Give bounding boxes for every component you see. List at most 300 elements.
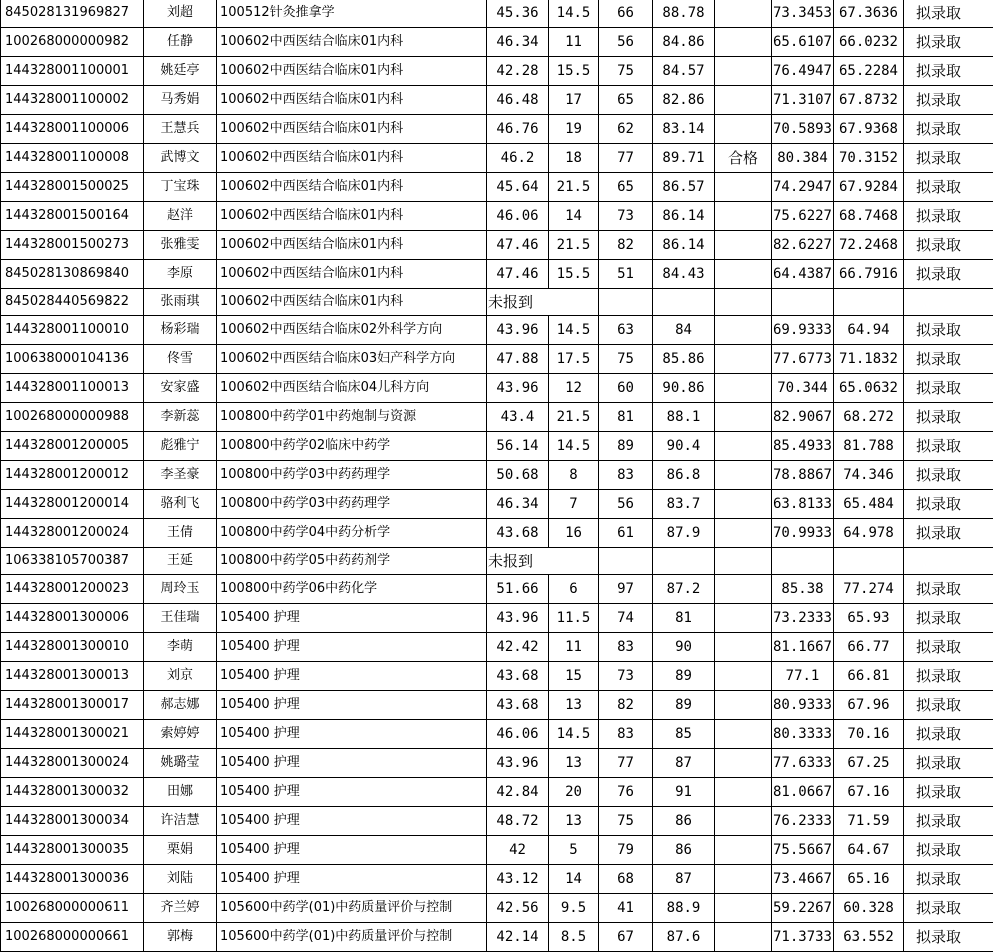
total-score-cell: 67.8732 (834, 86, 904, 115)
score-cell: 70.5893 (772, 115, 834, 144)
score-cell: 14.5 (549, 432, 599, 461)
score-cell: 83 (599, 633, 653, 662)
score-cell: 42 (487, 836, 549, 865)
candidate-name-cell: 安家盛 (144, 374, 217, 403)
score-cell: 75 (599, 807, 653, 836)
candidate-name-cell: 丁宝珠 (144, 173, 217, 202)
result-cell: 拟录取 (904, 86, 993, 115)
major-cell: 105400 护理 (217, 807, 487, 836)
status-cell (715, 575, 772, 604)
status-cell (715, 115, 772, 144)
score-cell: 84.57 (653, 57, 715, 86)
candidate-name-cell: 郭梅 (144, 923, 217, 952)
score-cell: 88.9 (653, 894, 715, 923)
candidate-id-cell: 100268000000988 (1, 403, 144, 432)
major-cell: 105400 护理 (217, 749, 487, 778)
status-cell (715, 662, 772, 691)
score-cell: 20 (549, 778, 599, 807)
score-cell: 83.14 (653, 115, 715, 144)
candidate-id-cell: 845028440569822 (1, 289, 144, 316)
score-cell: 21.5 (549, 173, 599, 202)
score-cell: 82 (599, 691, 653, 720)
score-cell: 82.86 (653, 86, 715, 115)
score-cell: 76 (599, 778, 653, 807)
total-score-cell: 67.9368 (834, 115, 904, 144)
score-cell (653, 289, 715, 316)
total-score-cell: 81.788 (834, 432, 904, 461)
score-cell: 60 (599, 374, 653, 403)
total-score-cell: 67.25 (834, 749, 904, 778)
table-row (1, 807, 993, 836)
candidate-id-cell: 144328001100013 (1, 374, 144, 403)
total-score-cell: 64.978 (834, 519, 904, 548)
table-row (1, 691, 993, 720)
score-cell: 16 (549, 519, 599, 548)
result-cell: 拟录取 (904, 374, 993, 403)
score-cell: 87 (653, 749, 715, 778)
total-score-cell: 65.2284 (834, 57, 904, 86)
status-cell (715, 374, 772, 403)
score-cell: 17 (549, 86, 599, 115)
candidate-name-cell: 栗娟 (144, 836, 217, 865)
note-cell: 未报到 (487, 548, 599, 575)
score-cell: 77.1 (772, 662, 834, 691)
total-score-cell: 71.59 (834, 807, 904, 836)
score-cell: 45.36 (487, 0, 549, 28)
score-cell: 63 (599, 316, 653, 345)
status-cell (715, 519, 772, 548)
result-cell: 拟录取 (904, 173, 993, 202)
score-cell: 89 (653, 691, 715, 720)
status-cell (715, 894, 772, 923)
status-cell (715, 691, 772, 720)
score-cell: 97 (599, 575, 653, 604)
table-row (1, 720, 993, 749)
score-cell: 73.3453 (772, 0, 834, 28)
score-cell: 89 (599, 432, 653, 461)
candidate-id-cell: 100268000000982 (1, 28, 144, 57)
candidate-id-cell: 144328001300036 (1, 865, 144, 894)
score-cell: 89 (653, 662, 715, 691)
table-row (1, 461, 993, 490)
score-cell: 81 (653, 604, 715, 633)
score-cell: 43.12 (487, 865, 549, 894)
total-score-cell: 71.1832 (834, 345, 904, 374)
candidate-name-cell: 任静 (144, 28, 217, 57)
table-row (1, 28, 993, 57)
candidate-id-cell: 845028131969827 (1, 0, 144, 28)
score-cell: 87.9 (653, 519, 715, 548)
candidate-name-cell: 王倩 (144, 519, 217, 548)
major-cell: 100800中药学06中药化学 (217, 575, 487, 604)
score-cell (834, 548, 904, 575)
candidate-id-cell: 144328001300032 (1, 778, 144, 807)
table-row (1, 289, 993, 316)
candidate-name-cell: 骆利飞 (144, 490, 217, 519)
candidate-id-cell: 144328001300013 (1, 662, 144, 691)
major-cell: 105400 护理 (217, 691, 487, 720)
candidate-id-cell: 144328001100006 (1, 115, 144, 144)
table-row (1, 865, 993, 894)
total-score-cell: 66.0232 (834, 28, 904, 57)
score-cell (599, 548, 653, 575)
candidate-id-cell: 144328001200012 (1, 461, 144, 490)
status-cell (715, 807, 772, 836)
major-cell: 105400 护理 (217, 604, 487, 633)
score-cell: 41 (599, 894, 653, 923)
result-cell: 拟录取 (904, 231, 993, 260)
result-cell: 拟录取 (904, 432, 993, 461)
score-cell (772, 289, 834, 316)
score-cell: 86.14 (653, 202, 715, 231)
candidate-id-cell: 144328001100010 (1, 316, 144, 345)
status-cell (715, 0, 772, 28)
score-cell: 21.5 (549, 231, 599, 260)
status-cell (715, 202, 772, 231)
score-cell: 46.48 (487, 86, 549, 115)
status-cell (715, 432, 772, 461)
candidate-name-cell: 许洁慧 (144, 807, 217, 836)
score-cell: 64.4387 (772, 260, 834, 289)
major-cell: 100800中药学03中药药理学 (217, 461, 487, 490)
score-cell: 88.78 (653, 0, 715, 28)
candidate-id-cell: 144328001500164 (1, 202, 144, 231)
score-cell: 42.28 (487, 57, 549, 86)
score-cell: 73 (599, 202, 653, 231)
score-cell: 43.68 (487, 519, 549, 548)
score-cell: 61 (599, 519, 653, 548)
result-cell: 拟录取 (904, 894, 993, 923)
score-cell: 15.5 (549, 57, 599, 86)
score-cell: 47.46 (487, 260, 549, 289)
score-cell: 62 (599, 115, 653, 144)
candidate-id-cell: 144328001100008 (1, 144, 144, 173)
candidate-name-cell: 彪雅宁 (144, 432, 217, 461)
score-cell (834, 289, 904, 316)
score-cell (715, 289, 772, 316)
score-cell (904, 548, 993, 575)
candidate-id-cell: 100268000000661 (1, 923, 144, 952)
major-cell: 100800中药学03中药药理学 (217, 490, 487, 519)
score-cell: 81.1667 (772, 633, 834, 662)
score-cell: 85.4933 (772, 432, 834, 461)
score-cell: 43.96 (487, 749, 549, 778)
candidate-name-cell: 姚廷亭 (144, 57, 217, 86)
score-cell: 86 (653, 836, 715, 865)
total-score-cell: 70.16 (834, 720, 904, 749)
score-cell: 77.6333 (772, 749, 834, 778)
score-cell (904, 289, 993, 316)
result-cell: 拟录取 (904, 519, 993, 548)
score-cell: 46.06 (487, 202, 549, 231)
table-row (1, 519, 993, 548)
result-cell: 拟录取 (904, 345, 993, 374)
table-row (1, 894, 993, 923)
candidate-name-cell: 李新蕊 (144, 403, 217, 432)
candidate-id-cell: 144328001500273 (1, 231, 144, 260)
status-cell (715, 316, 772, 345)
result-cell: 拟录取 (904, 807, 993, 836)
status-cell (715, 461, 772, 490)
result-cell: 拟录取 (904, 490, 993, 519)
score-cell: 14 (549, 865, 599, 894)
status-cell (715, 836, 772, 865)
candidate-name-cell: 齐兰婷 (144, 894, 217, 923)
score-cell: 14 (549, 202, 599, 231)
table-row (1, 57, 993, 86)
table-row (1, 115, 993, 144)
status-cell (715, 86, 772, 115)
score-cell: 69.9333 (772, 316, 834, 345)
result-cell: 拟录取 (904, 461, 993, 490)
score-cell: 65.6107 (772, 28, 834, 57)
note-cell: 未报到 (487, 289, 599, 316)
candidate-name-cell: 李萌 (144, 633, 217, 662)
score-cell: 73.2333 (772, 604, 834, 633)
score-cell: 86.8 (653, 461, 715, 490)
status-cell (715, 720, 772, 749)
status-cell (715, 749, 772, 778)
total-score-cell: 64.67 (834, 836, 904, 865)
score-cell: 7 (549, 490, 599, 519)
score-cell: 9.5 (549, 894, 599, 923)
score-cell: 84.86 (653, 28, 715, 57)
major-cell: 100512针灸推拿学 (217, 0, 487, 28)
major-cell: 105400 护理 (217, 836, 487, 865)
score-cell: 46.06 (487, 720, 549, 749)
score-cell (715, 548, 772, 575)
score-cell: 80.384 (772, 144, 834, 173)
result-cell: 拟录取 (904, 144, 993, 173)
candidate-id-cell: 144328001300010 (1, 633, 144, 662)
score-cell: 6 (549, 575, 599, 604)
score-cell: 43.68 (487, 691, 549, 720)
major-cell: 105400 护理 (217, 720, 487, 749)
total-score-cell: 65.0632 (834, 374, 904, 403)
major-cell: 100602中西医结合临床02外科学方向 (217, 316, 487, 345)
status-cell (715, 231, 772, 260)
score-cell: 59.2267 (772, 894, 834, 923)
score-cell: 68 (599, 865, 653, 894)
table-row (1, 604, 993, 633)
candidate-name-cell: 王延 (144, 548, 217, 575)
score-cell: 82.9067 (772, 403, 834, 432)
score-cell: 81 (599, 403, 653, 432)
candidate-name-cell: 刘京 (144, 662, 217, 691)
score-cell: 17.5 (549, 345, 599, 374)
status-cell (715, 923, 772, 952)
result-cell: 拟录取 (904, 633, 993, 662)
score-cell: 11 (549, 633, 599, 662)
result-cell: 拟录取 (904, 778, 993, 807)
status-cell (715, 28, 772, 57)
major-cell: 100602中西医结合临床03妇产科学方向 (217, 345, 487, 374)
candidate-name-cell: 王佳瑞 (144, 604, 217, 633)
score-cell: 71.3733 (772, 923, 834, 952)
score-cell: 83 (599, 720, 653, 749)
candidate-name-cell: 姚璐莹 (144, 749, 217, 778)
table-row (1, 374, 993, 403)
score-cell: 48.72 (487, 807, 549, 836)
total-score-cell: 66.7916 (834, 260, 904, 289)
major-cell: 105400 护理 (217, 778, 487, 807)
candidate-name-cell: 李圣豪 (144, 461, 217, 490)
total-score-cell: 63.552 (834, 923, 904, 952)
candidate-id-cell: 100638000104136 (1, 345, 144, 374)
score-cell: 50.68 (487, 461, 549, 490)
score-cell: 21.5 (549, 403, 599, 432)
score-cell: 87.6 (653, 923, 715, 952)
table-row (1, 778, 993, 807)
table-row (1, 173, 993, 202)
score-cell: 47.88 (487, 345, 549, 374)
score-cell: 51 (599, 260, 653, 289)
result-cell: 拟录取 (904, 115, 993, 144)
status-cell (715, 633, 772, 662)
total-score-cell: 68.7468 (834, 202, 904, 231)
candidate-id-cell: 144328001300034 (1, 807, 144, 836)
candidate-name-cell: 田娜 (144, 778, 217, 807)
score-cell: 43.96 (487, 316, 549, 345)
score-cell: 63.8133 (772, 490, 834, 519)
score-cell: 71.3107 (772, 86, 834, 115)
candidate-name-cell: 王慧兵 (144, 115, 217, 144)
total-score-cell: 74.346 (834, 461, 904, 490)
status-cell (715, 345, 772, 374)
score-cell: 87 (653, 865, 715, 894)
table-row (1, 144, 993, 173)
status-cell: 合格 (715, 144, 772, 173)
score-cell: 56.14 (487, 432, 549, 461)
status-cell (715, 490, 772, 519)
total-score-cell: 65.93 (834, 604, 904, 633)
score-cell: 14.5 (549, 720, 599, 749)
candidate-id-cell: 144328001200005 (1, 432, 144, 461)
score-cell: 67 (599, 923, 653, 952)
score-cell: 86.57 (653, 173, 715, 202)
candidate-name-cell: 刘陆 (144, 865, 217, 894)
total-score-cell: 72.2468 (834, 231, 904, 260)
score-cell: 90 (653, 633, 715, 662)
score-cell: 8.5 (549, 923, 599, 952)
major-cell: 100602中西医结合临床01内科 (217, 231, 487, 260)
score-cell: 65 (599, 173, 653, 202)
total-score-cell: 60.328 (834, 894, 904, 923)
score-cell: 75 (599, 57, 653, 86)
score-cell: 84.43 (653, 260, 715, 289)
score-cell: 15.5 (549, 260, 599, 289)
score-cell: 42.56 (487, 894, 549, 923)
score-cell: 46.34 (487, 490, 549, 519)
score-cell: 12 (549, 374, 599, 403)
score-cell: 86 (653, 807, 715, 836)
score-cell: 90.86 (653, 374, 715, 403)
score-cell: 90.4 (653, 432, 715, 461)
score-cell (653, 548, 715, 575)
total-score-cell: 64.94 (834, 316, 904, 345)
major-cell: 100602中西医结合临床01内科 (217, 202, 487, 231)
total-score-cell: 70.3152 (834, 144, 904, 173)
major-cell: 100602中西医结合临床01内科 (217, 260, 487, 289)
candidate-id-cell: 144328001300024 (1, 749, 144, 778)
table-row (1, 86, 993, 115)
candidate-id-cell: 845028130869840 (1, 260, 144, 289)
candidate-name-cell: 张雨琪 (144, 289, 217, 316)
score-cell: 81.0667 (772, 778, 834, 807)
candidate-id-cell: 144328001300021 (1, 720, 144, 749)
candidate-name-cell: 索婷婷 (144, 720, 217, 749)
candidate-id-cell: 144328001200024 (1, 519, 144, 548)
score-cell: 73 (599, 662, 653, 691)
score-cell: 91 (653, 778, 715, 807)
score-cell: 75.6227 (772, 202, 834, 231)
score-cell: 18 (549, 144, 599, 173)
table-row (1, 345, 993, 374)
status-cell (715, 604, 772, 633)
candidate-name-cell: 李原 (144, 260, 217, 289)
score-cell: 11 (549, 28, 599, 57)
score-cell: 14.5 (549, 0, 599, 28)
score-cell: 13 (549, 807, 599, 836)
status-cell (715, 260, 772, 289)
total-score-cell: 66.77 (834, 633, 904, 662)
table-body (1, 0, 993, 952)
score-cell: 5 (549, 836, 599, 865)
total-score-cell: 65.484 (834, 490, 904, 519)
score-cell: 85.86 (653, 345, 715, 374)
major-cell: 100602中西医结合临床01内科 (217, 86, 487, 115)
score-cell: 74.2947 (772, 173, 834, 202)
score-cell: 82 (599, 231, 653, 260)
status-cell (715, 403, 772, 432)
total-score-cell: 66.81 (834, 662, 904, 691)
result-cell: 拟录取 (904, 836, 993, 865)
result-cell: 拟录取 (904, 923, 993, 952)
score-cell: 70.9933 (772, 519, 834, 548)
score-cell: 88.1 (653, 403, 715, 432)
table-row (1, 260, 993, 289)
candidate-name-cell: 赵洋 (144, 202, 217, 231)
score-cell: 19 (549, 115, 599, 144)
major-cell: 100800中药学02临床中药学 (217, 432, 487, 461)
table-row (1, 749, 993, 778)
score-cell: 8 (549, 461, 599, 490)
table-row (1, 662, 993, 691)
score-cell: 74 (599, 604, 653, 633)
major-cell: 100800中药学04中药分析学 (217, 519, 487, 548)
candidate-name-cell: 杨彩瑞 (144, 316, 217, 345)
score-cell: 77 (599, 144, 653, 173)
major-cell: 105400 护理 (217, 865, 487, 894)
major-cell: 100602中西医结合临床01内科 (217, 115, 487, 144)
table-row (1, 316, 993, 345)
total-score-cell: 65.16 (834, 865, 904, 894)
score-cell: 46.2 (487, 144, 549, 173)
table-row (1, 923, 993, 952)
score-cell: 42.14 (487, 923, 549, 952)
score-cell: 78.8867 (772, 461, 834, 490)
result-cell: 拟录取 (904, 316, 993, 345)
candidate-name-cell: 周玲玉 (144, 575, 217, 604)
candidate-id-cell: 144328001500025 (1, 173, 144, 202)
score-cell: 75.5667 (772, 836, 834, 865)
score-cell: 86.14 (653, 231, 715, 260)
score-cell: 77.6773 (772, 345, 834, 374)
major-cell: 100602中西医结合临床01内科 (217, 57, 487, 86)
score-cell: 89.71 (653, 144, 715, 173)
candidate-id-cell: 106338105700387 (1, 548, 144, 575)
major-cell: 100800中药学05中药药剂学 (217, 548, 487, 575)
